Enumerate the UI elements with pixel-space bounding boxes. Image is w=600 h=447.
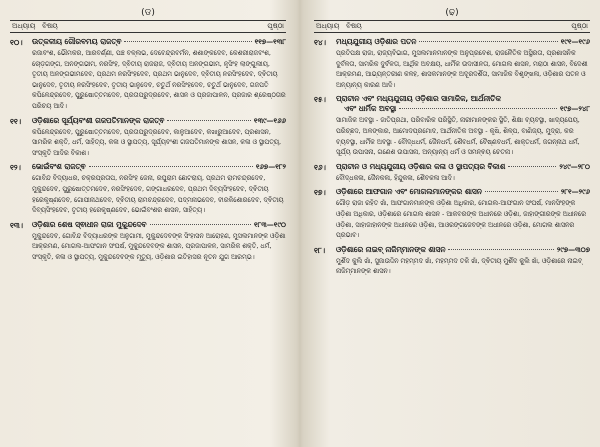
entry-title: ଉତ୍କଳୀୟ ଗୌରବମୟ ରାଜତ୍ଵ <box>32 37 122 46</box>
entry-number: ୧୧। <box>10 116 22 126</box>
entry-title: ଓଡ଼ିଶାରେ ସୂର୍ଯ୍ୟବଂଶୀ ଗଜପତିମାନଙ୍କ ରାଜତ୍ଵ <box>32 115 165 125</box>
entry-number: ୧୦। <box>10 38 23 47</box>
subject-heading: ବିଷୟ <box>346 22 362 30</box>
entry-description: ସାମାଜିକ ଅବସ୍ଥା - ଜାତିପ୍ରଥା, ପରିବାରିକ ପରିସ୍ଥିତି, ନାରୀମାନଙ୍କର ସ୍ଥିତି, ଶିକ୍ଷା ବ୍ୟବସ୍ଥା, ଖାଦ୍ୟପେୟ, ପରିଚ୍ଛଦ, ଅଳଙ୍କାର, ଆମୋଦପ୍ରମୋଦ, ଆର୍ଥନୀତିକ ଅବସ୍ଥା - କୃଷି, ଶିଳ୍ପ, ବାଣିଜ୍ୟ, ମୁଦ୍ରା, କର ବ୍ୟବସ୍ଥା, ଧାର୍ମିକ ଅବସ୍ଥା - ବୌଦ୍ଧଧର୍ମ, ଜୈନଧର୍ମ, ଶୈବଧର୍ମ, ବୈଷ୍ଣବଧର୍ମ, ଶାକ୍ତଧର୍ମ, ଜଗନ୍ନାଥ ଧର୍ମ, ସୂର୍ଯ୍ୟ ଉପାସନା, ଗଣେଶ ଉପାସନା, ଅନ୍ୟାନ୍ୟ ଧର୍ମ ଓ ସମନ୍ଵୟ ଚେତନା। <box>336 116 580 157</box>
entry-description: ରଜାବଂଶ, ଭୌମକର, ଆରବର୍ଣ୍ଣୀ, ପଞ୍ଚ ବଳ୍ଲଭ, ଦେବେନ୍ଦ୍ରବର୍ମନ, ଶଶାଙ୍କଦେବ, କେଶରୀରାଜବଂଶ, ଚୋଡ଼ଗଙ୍ଗ, ଅନଙ୍ଗଭୀମ, ନରସିଂହ, ଦ୍ଵିତୀୟ ରାଜରାଜ, ଦ୍ଵିତୀୟ ଅନଙ୍ଗଭୀମ, ନୃସିଂହ ଲାଙ୍ଗୁଲୀୟ, ତୃତୀୟ ଅନଙ୍ଗଭୀମଦେବ, ପ୍ରଥମ ନରସିଂହଦେବ, ପ୍ରଥମ ଭାନୁଦେବ, ଦ୍ଵିତୀୟ ନରସିଂହଦେବ, ଦ୍ଵିତୀୟ ଭାନୁଦେବ, ତୃତୀୟ ନରସିଂହଦେବ, ତୃତୀୟ ଭାନୁଦେବ, ଚତୁର୍ଥ ନରସିଂହଦେବ, ଚତୁର୍ଥ ଭାନୁଦେବ, ଗଜପତି କପିଳେନ୍ଦ୍ରଦେବ, ପୁରୁଷୋତ୍ତମଦେବ, ପ୍ରତାପରୁଦ୍ରଦେବ, ଶାସନ ଓ ପ୍ରଜାପାଳନ, ପ୍ରଜାର ଶ୍ରେଷ୍ଠତାର ପରିଚୟ ଆଦି। <box>32 49 286 110</box>
entry-description: ଗୌଡ଼ ରାଜା ରହିତ ଖାଁ, ଆଫଗାନମାନଙ୍କ ଓଡ଼ିଶା ଅଧିକାର, ମୋଗଲ-ଆଫଗାନ ସଂଘର୍ଷ, ମାନସିଂହଙ୍କ ଓଡ଼ିଶା ଅଧିକାର, ଓଡ଼ିଶାରେ ମୋଗଲ ଶାସନ - ଆକବରଙ୍କ ଅଧୀନରେ ଓଡ଼ିଶା, ଜାହାଙ୍ଗୀରଙ୍କ ଅଧୀନରେ ଓଡ଼ିଶା, ସାହାଜାହାନଙ୍କ ଅଧୀନରେ ଓଡ଼ିଶା, ଆଓରଙ୍ଗଜେବଙ୍କ ଅଧୀନରେ ଓଡ଼ିଶା, ମୋଗଲ ଶାସନର ପ୍ରଭାବ। <box>336 199 586 240</box>
entry-number: ୧୫। <box>314 95 326 105</box>
entry-pages: ୨୯୭—୩୦୭ <box>556 245 590 254</box>
entry-pages: ୧୯୧—୧୯୬ <box>560 38 590 46</box>
entry-title: ଓଡ଼ିଶାର ଶେଷ ସ୍ଵାଧୀନ ରାଜା ମୁକୁନ୍ଦଦେବ <box>32 219 147 229</box>
entry-title: ପ୍ରାଚୀନ ଓ ମଧ୍ୟଯୁଗୀୟ ଓଡ଼ିଶାର କଳା ଓ ସ୍ଥାପତ୍ୟର ବିକାଶ <box>336 161 506 171</box>
toc-entry <box>314 245 590 277</box>
entry-description: ବୌଦ୍ଧକଳା, ଜୈନକଳା, ହିନ୍ଦୁକଳା, ଶୈବକଳା ଆଦି। <box>336 173 455 182</box>
chapter-heading: ଅଧ୍ୟାୟ <box>12 22 36 30</box>
toc-entry <box>314 187 590 240</box>
entry-number: ୧୪। <box>314 38 326 47</box>
entry-number: ୧୩। <box>10 220 23 230</box>
entry-description: ମୁର୍ଶିଦ କୁଲି ଖାଁ, ସୁଜାଉଦ୍ଦିନ ମହମ୍ମଦ ଖାଁ, ମହମ୍ମଦ ତକି ଖାଁ, ଦ୍ଵିତୀୟ ମୁର୍ଶିଦ କୁଲି ଖାଁ, ଓଡ଼ିଶାରେ ନାଇବ୍ ନାଜିମ୍‌ମାନଙ୍କ ଶାସନ। <box>336 256 583 276</box>
chapter-heading: ଅଧ୍ୟାୟ <box>316 22 340 30</box>
toc-entry <box>10 37 286 112</box>
entry-description: ପ୍ରତିପକ୍ଷ ରାଜା, ରାଜ୍ୟବିଭାଗ, ମୁସଲମାନମାନଙ୍କ ଅନୁପ୍ରବେଶ, ରାଜନୈତିକ ଅସ୍ଥିରତା, ପ୍ରଶାସନିକ ଦୁର୍ବଳତା, ସାମରିକ ଦୁର୍ବଳତା, ଆର୍ଥିକ ଅବକ୍ଷୟ, ଧାର୍ମିକ ଉଦାସୀନତା, ମୋଗଲ ଶାସନ, ମରାଠା ଶାସନ, ବିଦେଶୀ ଆକ୍ରମଣ, ଆଭ୍ୟନ୍ତରୀଣ କଳହ, ଶାସକମାନଙ୍କ ଅଦୂରଦର୍ଶିତା, ସାମାଜିକ ବିଶୃଙ୍ଖଳା, ଓଡ଼ିଶାର ପତନ ଓ ଅନ୍ୟାନ୍ୟ କାରଣ ଆଦି। <box>336 49 588 89</box>
toc-entry <box>10 162 286 215</box>
toc-entry <box>10 220 286 263</box>
left-column-header <box>10 20 286 33</box>
toc-entry <box>10 116 286 159</box>
toc-entry <box>314 37 590 90</box>
entry-description: କପିଳେନ୍ଦ୍ରଦେବ, ପୁରୁଷୋତ୍ତମଦେବ, ପ୍ରତାପରୁଦ୍ରଦେବ, କାଳୁଆଦେବ, କଖାରୁଆଦେବ, ପ୍ରଶାସନ, ସାମରିକ ଶକ୍ତି, ଧର୍ମ, ସାହିତ୍ୟ, କଳା ଓ ସ୍ଥାପତ୍ୟ, ସୂର୍ଯ୍ୟବଂଶୀ ଗଜପତିମାନଙ୍କ ଶାସନ, କଳା ଓ ସ୍ଥାପତ୍ୟ, ସଂସ୍କୃତି ଆଦିର ବିକାଶ। <box>32 127 282 157</box>
entry-number: ୧୮। <box>314 245 326 255</box>
entry-pages: ୧୧୭—୧୩୮ <box>254 38 286 46</box>
entry-subtitle: ଏବଂ ଧାର୍ମିକ ଅବସ୍ଥା <box>344 104 397 114</box>
right-page-number: (ଢ) <box>445 8 459 18</box>
entry-pages: ୧୮୩—୧୯୦ <box>254 220 286 229</box>
entry-description: ଗୋବିନ୍ଦ ବିଦ୍ୟାଧର, ଚକ୍ରପ୍ରତାପ, ନରସିଂହ ଜେନା, ରଘୁରାମ ଛୋଟରାୟ, ପ୍ରଥମ ରାମଚନ୍ଦ୍ରଦେବ, ମୁକୁନ୍ଦଦେବ, ପୁରୁଷୋତ୍ତମଦେବ, ନରସିଂହଦେବ, ଗଙ୍ଗାଧରଦେବ, ପ୍ରଥମ ଦିବ୍ୟସିଂହଦେବ, ଦ୍ଵିତୀୟ ହରେକୃଷ୍ଣଦେବ, ଗୋପୀନାଥଦେବ, ଦ୍ଵିତୀୟ ରାମଚନ୍ଦ୍ରଦେବ, ପଦ୍ମନାଭଦେବ, ବୀରକିଶୋରଦେବ, ଦ୍ଵିତୀୟ ଦିବ୍ୟସିଂହଦେବ, ତୃତୀୟ ହରେକୃଷ୍ଣଦେବ, ଭୋଇଁବଂଶର ଶାସନ, ସାହିତ୍ୟ। <box>32 174 284 215</box>
entry-number: ୧୨। <box>10 163 21 173</box>
page-heading: ପୃଷ୍ଠା <box>267 22 284 30</box>
left-page <box>0 0 296 447</box>
entry-pages: ୧୯୭—୨୪୮ <box>559 105 590 114</box>
entry-pages: ୧୩୯—୧୬୬ <box>253 116 286 125</box>
entry-description: ମୁକୁନ୍ଦଦେବ, ଗୋବିନ୍ଦ ବିଦ୍ୟାଧରଙ୍କ ଅନୁଗାମୀ, ମୁକୁନ୍ଦଦେବଙ୍କ ସିଂହାସନ ଆରୋହଣ, ମୁସଲମାନଙ୍କ ଓଡ଼ିଶା ଆକ୍ରମଣ, ମୋଗଲ-ଆଫଗାନ ସଂଘର୍ଷ, ମୁକୁନ୍ଦଦେବଙ୍କ ଶାସନ, ପ୍ରଜାପାଳନ, ସାମରିକ ଶକ୍ତି, ଧର୍ମ, ସଂସ୍କୃତି, କଳା ଓ ସ୍ଥାପତ୍ୟ, ମୁକୁନ୍ଦଦେବଙ୍କ ମୃତ୍ୟୁ, ଓଡ଼ିଶାର ଇତିହାସର ନୂତନ ଯୁଗ ଆରମ୍ଭ। <box>32 231 286 261</box>
toc-entry <box>314 94 590 157</box>
subject-heading: ବିଷୟ <box>42 22 58 30</box>
entry-pages: ୨୮୧—୨୯୬ <box>560 188 590 197</box>
right-page <box>304 0 600 447</box>
left-page-number: (ଡ) <box>141 8 155 18</box>
entry-pages: ୧୬୭—୧୮୨ <box>255 163 286 172</box>
entry-title: ପ୍ରାଚୀନ ଏବଂ ମଧ୍ୟଯୁଗୀୟ ଓଡ଼ିଶାର ସାମାଜିକ, ଆର୍ଥନୀତିକ <box>336 94 501 104</box>
entry-number: ୧୬। <box>314 162 326 172</box>
toc-entry <box>314 162 590 184</box>
entry-title: ଓଡ଼ିଶାରେ ନାଇବ୍ ନାଜିମ୍‌ମାନଙ୍କ ଶାସନ <box>336 244 446 254</box>
right-column-header <box>314 20 590 33</box>
entry-title: ଓଡ଼ିଶାରେ ଆଫଗାନ ଏବଂ ମୋଗଲମାନଙ୍କର ଶାସନ <box>336 187 482 197</box>
entry-pages: ୨୪୯—୨୮୦ <box>559 162 590 171</box>
entry-number: ୧୭। <box>314 188 326 198</box>
entry-title: ଭୋଇଁବଂଶ ରାଜତ୍ଵ <box>32 162 86 172</box>
entry-title: ମଧ୍ୟଯୁଗୀୟ ଓଡ଼ିଶାର ପତନ <box>336 37 417 46</box>
page-heading: ପୃଷ୍ଠା <box>571 22 588 30</box>
